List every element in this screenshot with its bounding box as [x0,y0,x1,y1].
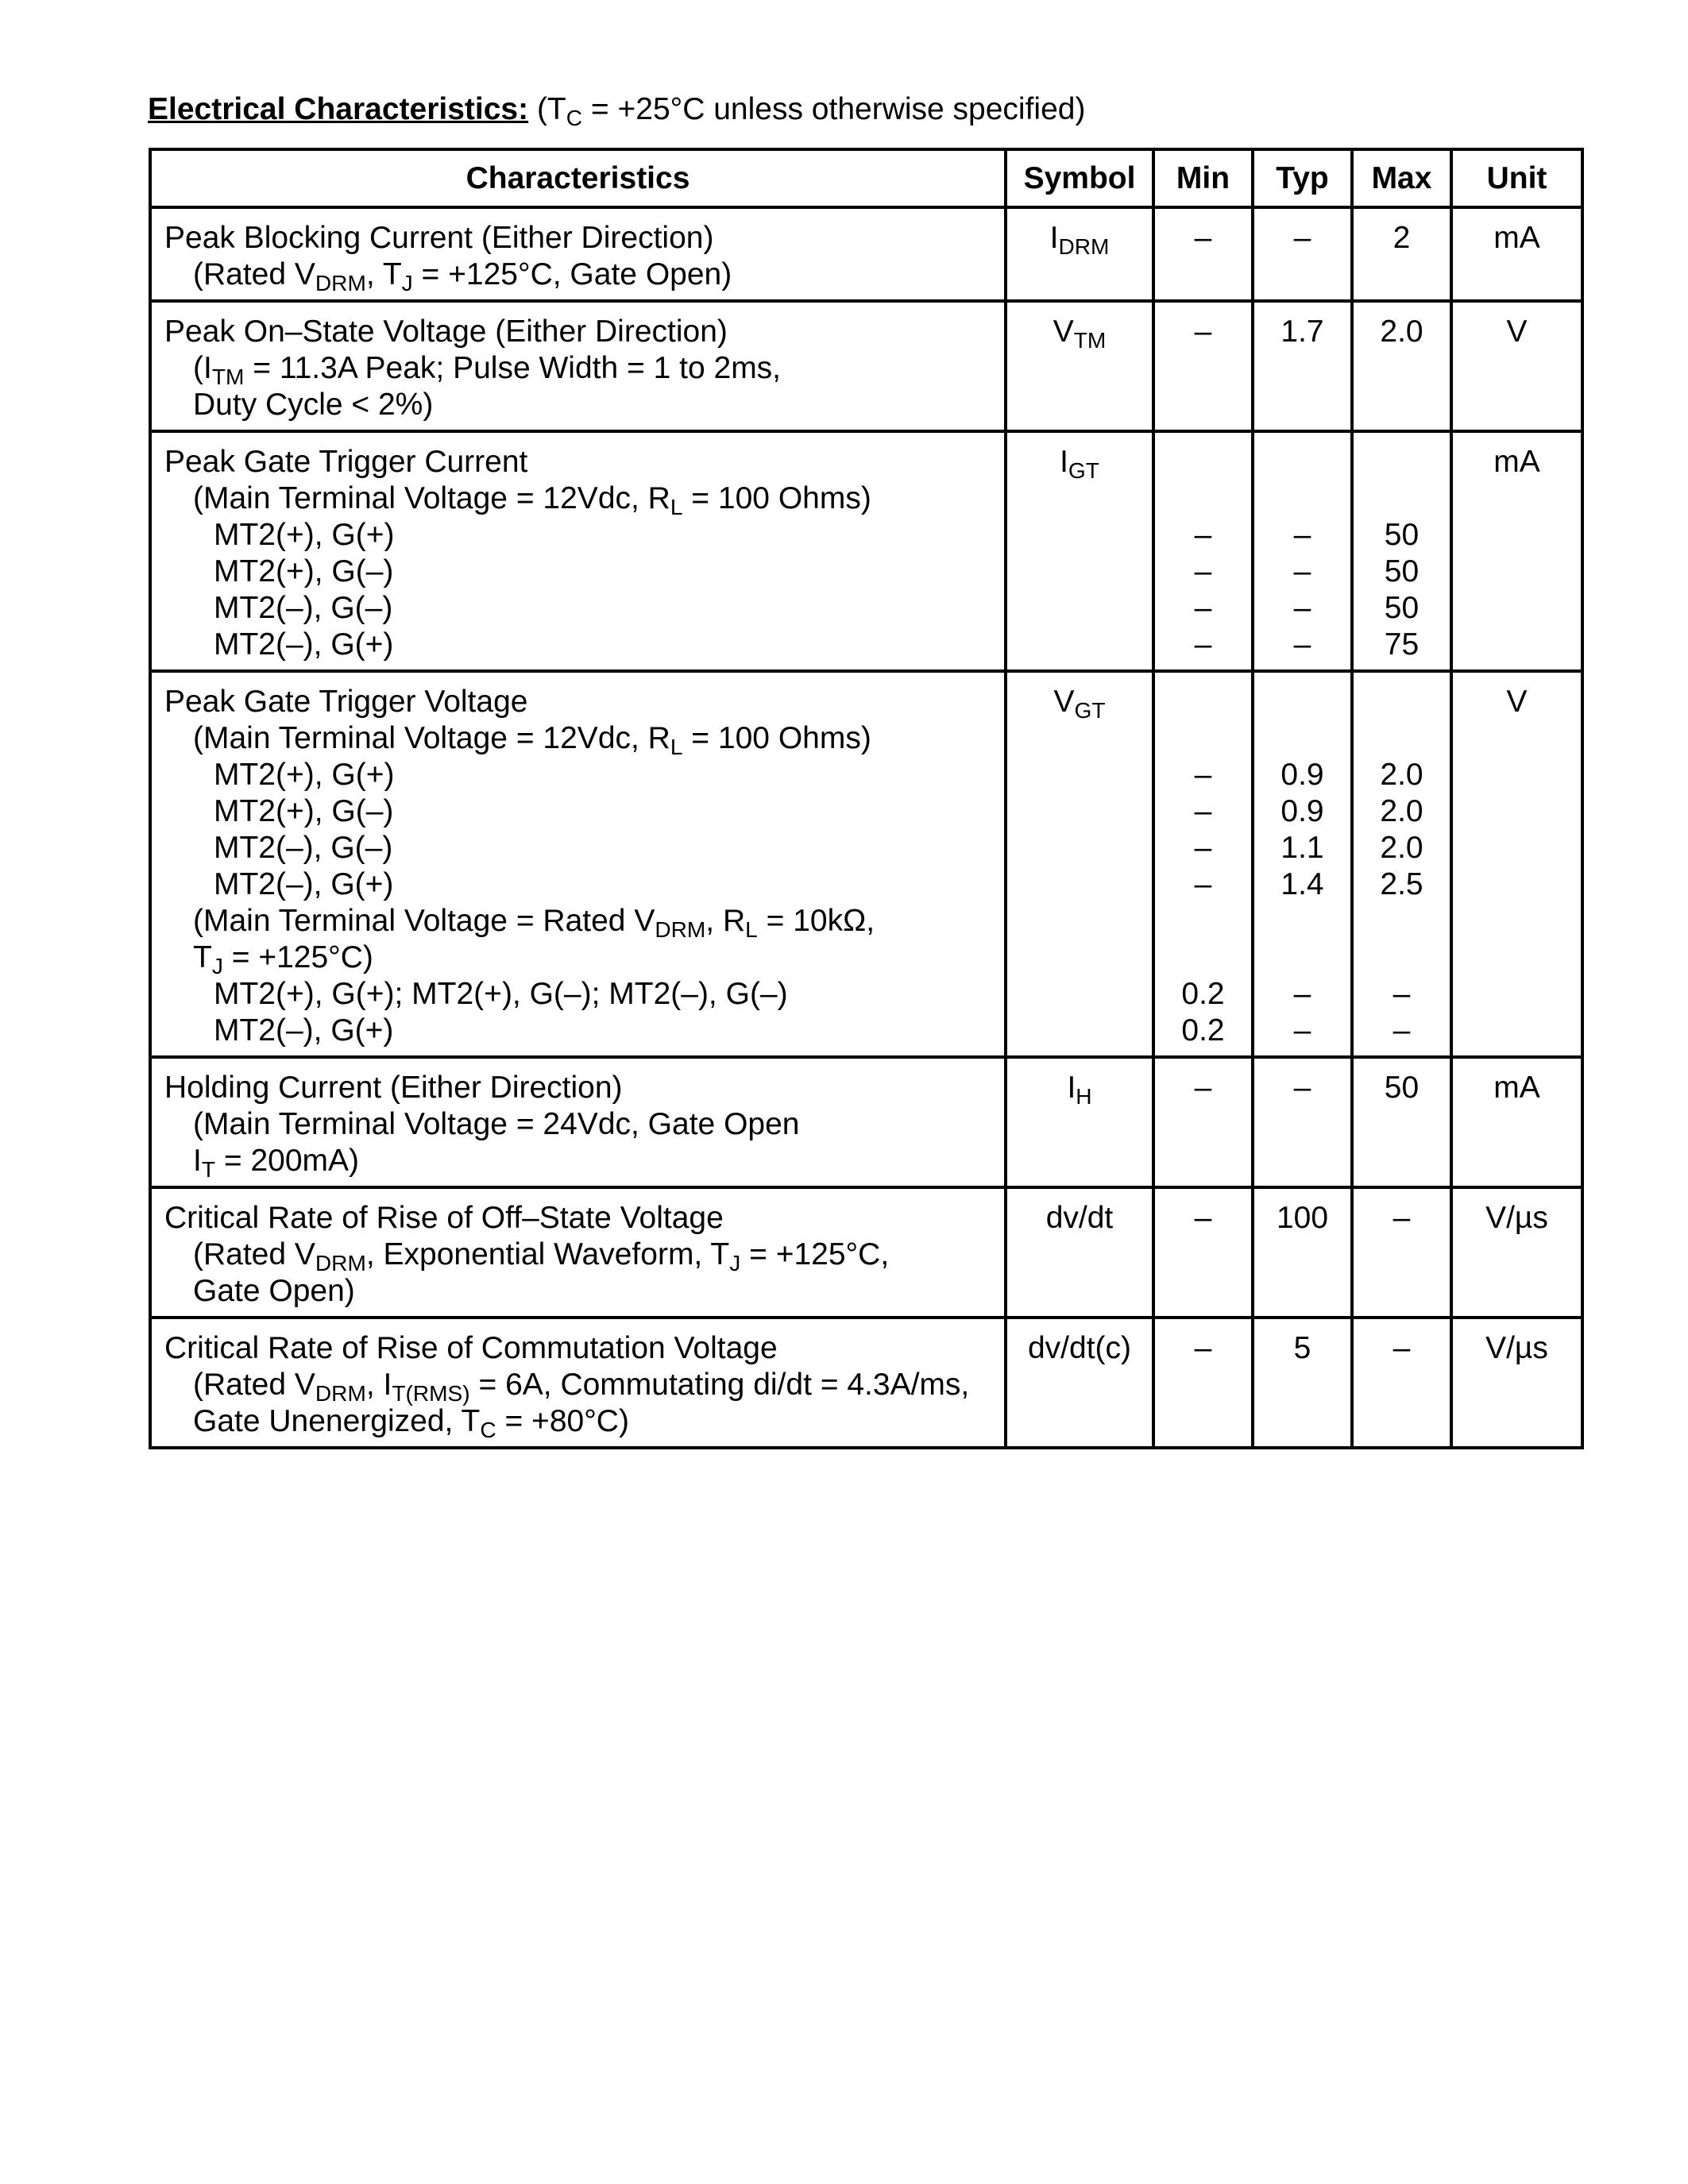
header-symbol: Symbol [1006,149,1153,207]
title-condition: ($T_C = +25^\circ C$ unless otherwise specified) [536,92,1086,130]
header-max: Max [1352,149,1451,207]
min-cell: – [1153,1057,1253,1187]
symbol-cell: dv/dt [1006,1187,1153,1318]
table-row [150,671,1582,1057]
typ-cell: 100 [1253,1187,1352,1318]
min-cell: – [1153,1187,1253,1318]
table-row [150,207,1582,301]
unit-cell: V/µs [1451,1187,1582,1318]
typ-cell: – [1253,1057,1352,1187]
header-row [150,149,1582,207]
electrical-characteristics-table [149,148,1584,1449]
max-cell: 50 50 50 75 [1352,431,1451,671]
symbol-cell: $I_H$ [1006,1057,1153,1187]
min-cell: – [1153,301,1253,431]
symbol-cell: dv/dt(c) [1006,1318,1153,1448]
table-row [150,1318,1582,1448]
table-row [150,1057,1582,1187]
symbol-cell: $I_{DRM}$ [1006,207,1153,301]
unit-cell: V [1451,671,1582,1057]
max-cell: – [1352,1318,1451,1448]
title-label: Electrical Characteristics: [148,92,529,126]
max-cell: 2.0 [1352,301,1451,431]
min-cell: – [1153,207,1253,301]
header-characteristics: Characteristics [150,149,1006,207]
typ-cell: 5 [1253,1318,1352,1448]
characteristic-cell: Peak On–State Voltage (Either Direction) ($I_{TM} = 11.3A$ Peak; Pulse Width = 1 to 2ms, Duty Cycle < 2%) [150,301,1006,431]
unit-cell: mA [1451,431,1582,671]
symbol-cell: $V_{GT}$ [1006,671,1153,1057]
max-cell: – [1352,1187,1451,1318]
typ-cell: 1.7 [1253,301,1352,431]
min-cell: – [1153,1318,1253,1448]
characteristic-cell: Peak Gate Trigger Voltage (Main Terminal Voltage = 12Vdc, $R_L = 100$ Ohms) MT2(+), G(+) MT2(+), G(–) MT2(–), G(–) MT2(–), G(+) (Main Terminal Voltage = Rated $V_{DRM}$, $R_L = 10k\Omega$, $T_J = +125^\circ C$) MT2(+), G(+); MT2(+), G(–); MT2(–), G(–) MT2(–), G(+) [150,671,1006,1057]
unit-cell: mA [1451,207,1582,301]
header-min: Min [1153,149,1253,207]
characteristic-cell: Critical Rate of Rise of Commutation Voltage (Rated $V_{DRM}$, $I_{T(RMS)} = 6A$, Commutating di/dt = 4.3A/ms, Gate Unenergized, $T_C = +80^\circ C$) [150,1318,1006,1448]
max-cell: 2.0 2.0 2.0 2.5 – – [1352,671,1451,1057]
max-cell: 2 [1352,207,1451,301]
characteristic-cell: Peak Blocking Current (Either Direction) (Rated $V_{DRM}$, $T_J = +125^\circ C$, Gate Open) [150,207,1006,301]
table-row [150,431,1582,671]
max-cell: 50 [1352,1057,1451,1187]
header-typ: Typ [1253,149,1352,207]
typ-cell: – [1253,207,1352,301]
table-title [148,89,1085,130]
min-cell: – – – – [1153,431,1253,671]
characteristic-cell: Peak Gate Trigger Current (Main Terminal Voltage = 12Vdc, $R_L = 100$ Ohms) MT2(+), G(+) MT2(+), G(–) MT2(–), G(–) MT2(–), G(+) [150,431,1006,671]
unit-cell: V/µs [1451,1318,1582,1448]
characteristic-cell: Critical Rate of Rise of Off–State Voltage (Rated $V_{DRM}$, Exponential Waveform, $T_J = +125^\circ C$, Gate Open) [150,1187,1006,1318]
unit-cell: V [1451,301,1582,431]
header-unit: Unit [1451,149,1582,207]
typ-cell: – – – – [1253,431,1352,671]
unit-cell: mA [1451,1057,1582,1187]
table-row [150,301,1582,431]
symbol-cell: $V_{TM}$ [1006,301,1153,431]
typ-cell: 0.9 0.9 1.1 1.4 – – [1253,671,1352,1057]
table-row [150,1187,1582,1318]
min-cell: – – – – 0.2 0.2 [1153,671,1253,1057]
symbol-cell: $I_{GT}$ [1006,431,1153,671]
characteristic-cell: Holding Current (Either Direction) (Main Terminal Voltage = 24Vdc, Gate Open $I_T = 200mA$) [150,1057,1006,1187]
